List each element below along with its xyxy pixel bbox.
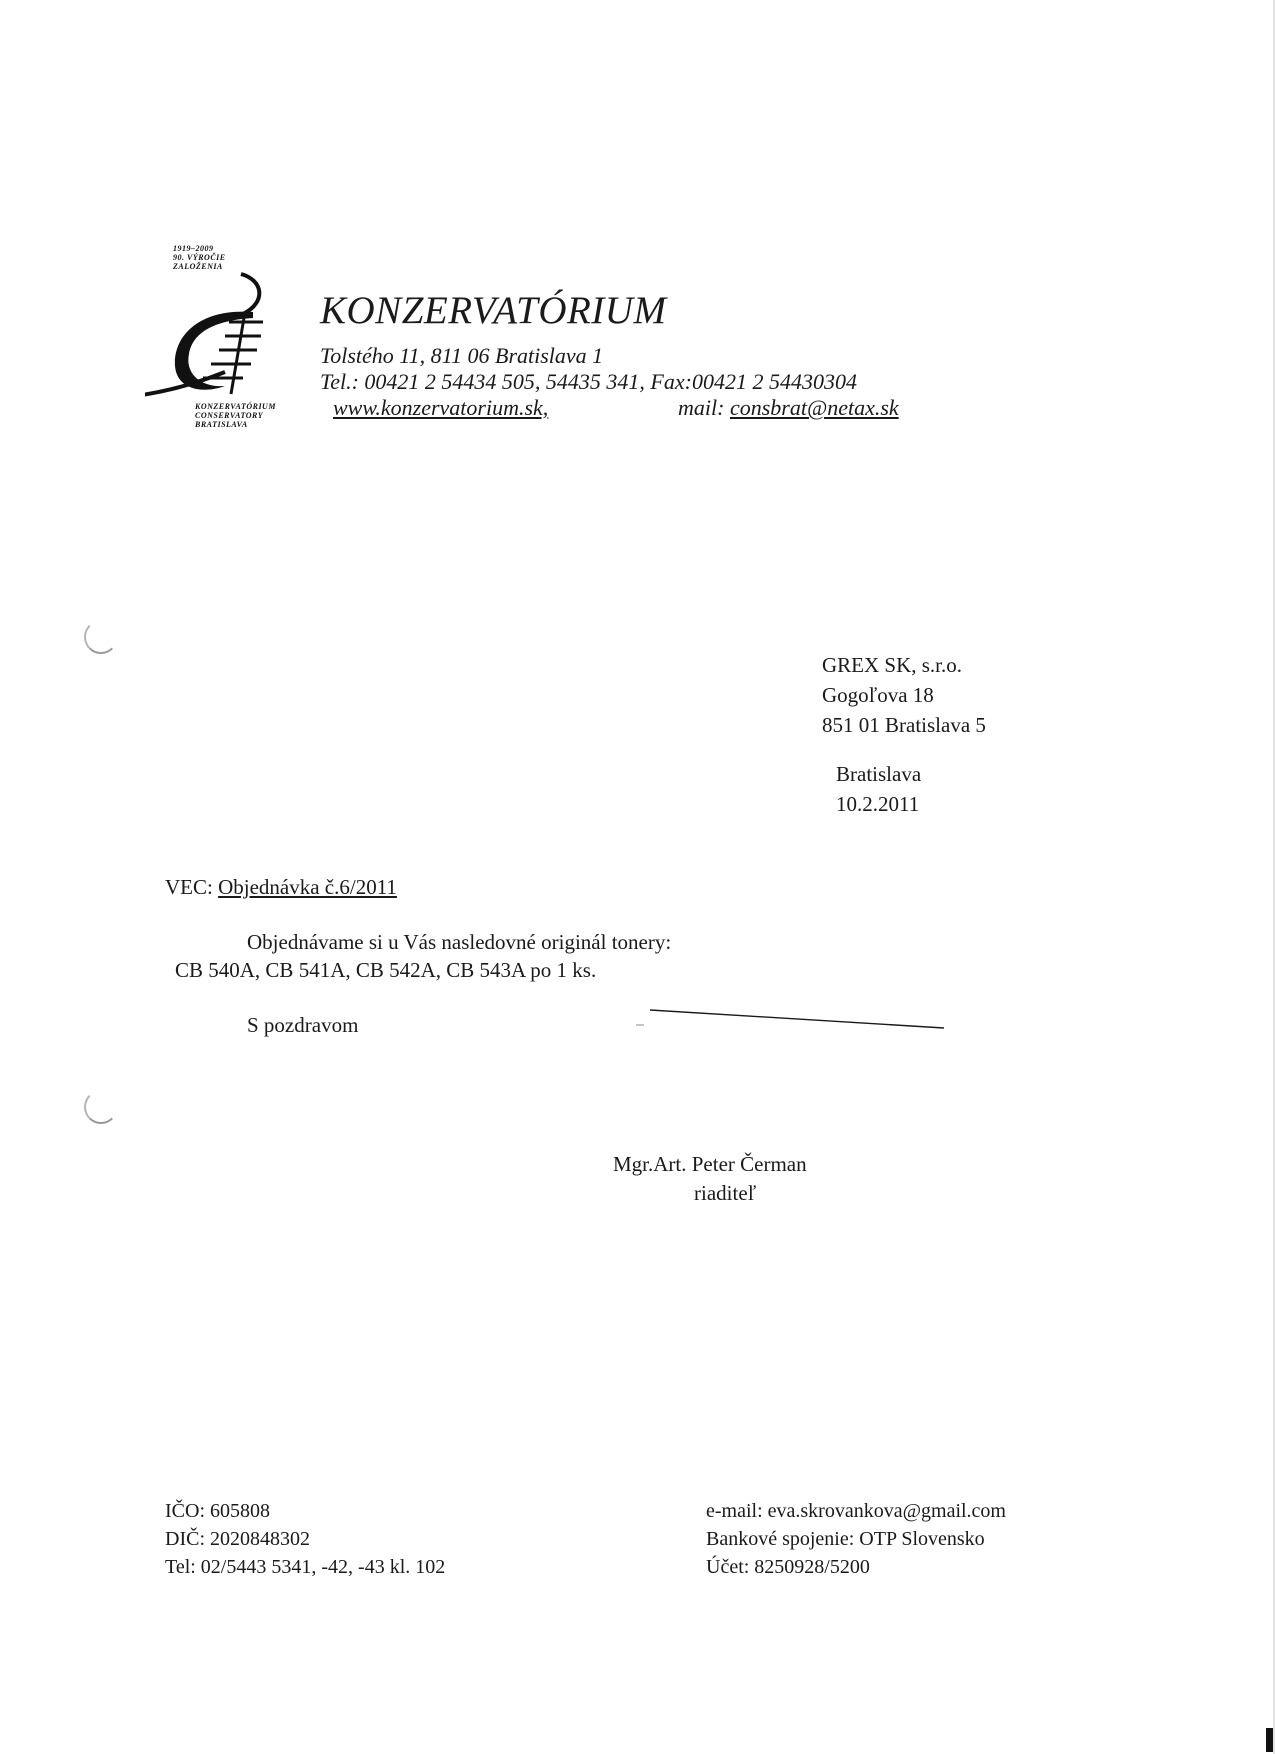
institution-mail bbox=[678, 395, 899, 421]
institution-name: KONZERVATÓRIUM bbox=[320, 289, 667, 332]
place: Bratislava bbox=[836, 762, 922, 786]
institution-email-link[interactable]: consbrat@netax.sk bbox=[729, 395, 899, 420]
footer-bank: Bankové spojenie: OTP Slovensko bbox=[706, 1528, 985, 1550]
mail-label: mail: bbox=[678, 395, 730, 420]
footer-ico: IČO: 605808 bbox=[165, 1500, 270, 1522]
logo-caption bbox=[195, 402, 276, 429]
subject-label: VEC: bbox=[165, 875, 219, 899]
punch-hole-mark-icon bbox=[84, 1090, 118, 1124]
footer-left bbox=[165, 1497, 445, 1581]
logo-caption-en: CONSERVATORY bbox=[195, 411, 264, 420]
logo-anniversary: 90. VÝROČIE bbox=[173, 253, 226, 262]
signatory-title: riaditeľ bbox=[694, 1181, 757, 1205]
footer-dic: DIČ: 2020848302 bbox=[165, 1528, 310, 1550]
logo-caption-sk: KONZERVATÓRIUM bbox=[195, 402, 276, 411]
footer-tel: Tel: 02/5443 5341, -42, -43 kl. 102 bbox=[165, 1556, 446, 1578]
institution-address: Tolstého 11, 811 06 Bratislava 1 bbox=[320, 343, 604, 368]
footer-account: Účet: 8250928/5200 bbox=[706, 1556, 870, 1578]
signatory-name: Mgr.Art. Peter Čerman bbox=[613, 1152, 807, 1176]
recipient-street: Gogoľova 18 bbox=[822, 683, 934, 707]
footer-email: e-mail: eva.skrovankova@gmail.com bbox=[706, 1500, 1006, 1522]
logo-years: 1919–2009 bbox=[173, 244, 214, 253]
recipient-city: 851 01 Bratislava 5 bbox=[822, 713, 986, 737]
subject-line bbox=[165, 874, 397, 900]
body-line-2: CB 540A, CB 541A, CB 542A, CB 543A po 1 ks. bbox=[175, 958, 597, 982]
subject-value: Objednávka č.6/2011 bbox=[218, 875, 397, 899]
body-line-1: Objednávame si u Vás nasledovné originál tonery: bbox=[247, 930, 672, 954]
recipient-address bbox=[822, 650, 986, 740]
scan-corner-mark bbox=[1266, 1728, 1273, 1752]
greeting: S pozdravom bbox=[247, 1013, 359, 1037]
signature-line-icon bbox=[636, 1006, 946, 1030]
logo-founding: ZALOŽENIA bbox=[173, 262, 223, 271]
place-date bbox=[836, 759, 921, 819]
recipient-company: GREX SK, s.r.o. bbox=[822, 653, 963, 677]
conservatory-logo bbox=[145, 244, 305, 443]
logo-caption-city: BRATISLAVA bbox=[195, 420, 248, 429]
logo-anniversary-text bbox=[173, 244, 226, 271]
institution-website-link[interactable]: www.konzervatorium.sk, bbox=[333, 395, 549, 420]
punch-hole-mark-icon bbox=[84, 620, 118, 654]
footer-right bbox=[706, 1497, 1006, 1581]
date: 10.2.2011 bbox=[836, 792, 920, 816]
institution-phone: Tel.: 00421 2 54434 505, 54435 341, Fax:00421 2 54430304 bbox=[320, 369, 857, 394]
